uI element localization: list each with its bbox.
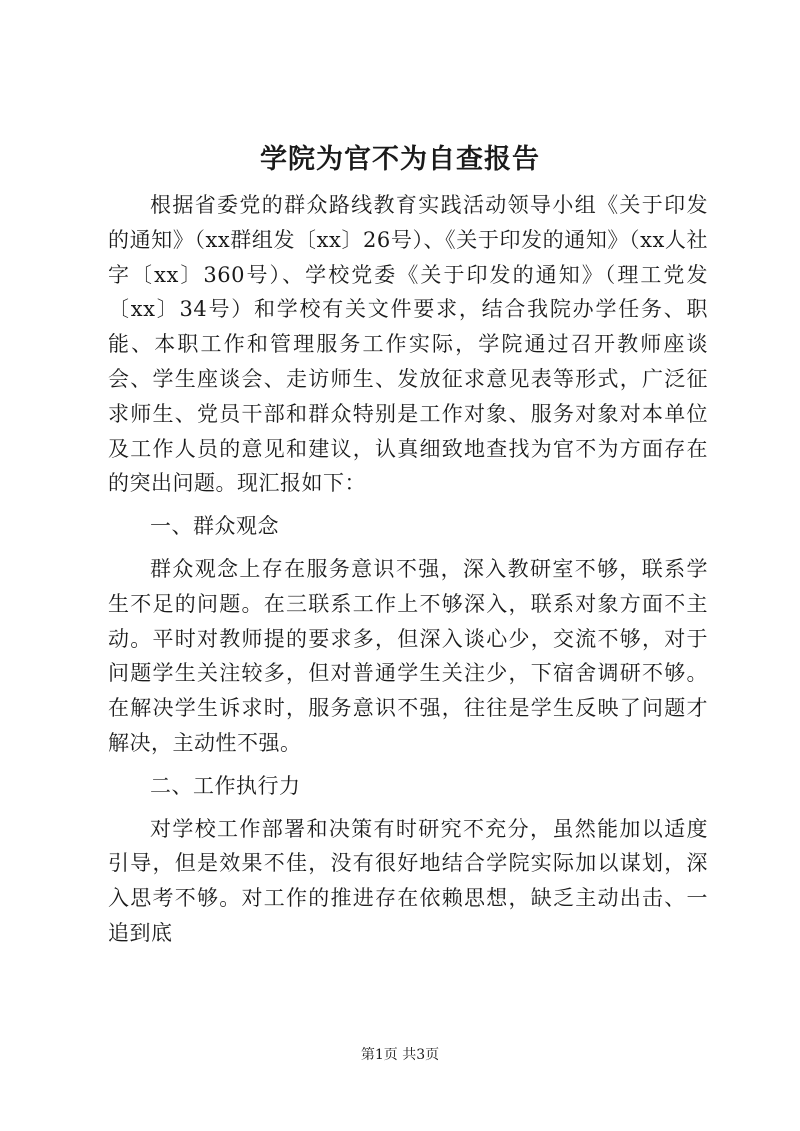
section-2-paragraph: 对学校工作部署和决策有时研究不充分，虽然能加以适度引导，但是效果不佳，没有很好地结合学院实际加以谋划，深入思考不够。对工作的推进存在依赖思想，缺乏主动出击、一追到底	[108, 816, 708, 945]
section-1-heading: 一、群众观念	[150, 514, 279, 539]
intro-paragraph: 根据省委党的群众路线教育实践活动领导小组《关于印发的通知》（xx群组发〔xx〕26号）、《关于印发的通知》（xx人社字〔xx〕360号）、学校党委《关于印发的通知》（理工党发〔xx〕34号）和学校有关文件要求，结合我院办学任务、职能、本职工作和管理服务工作实际，学院通过召开教师座谈会、学生座谈会、走访师生、发放征求意见表等形式，广泛征求师生、党员干部和群众特别是工作对象、服务对象对本单位及工作人员的意见和建议，认真细致地查找为官不为方面存在的突出问题。现汇报如下：	[108, 193, 708, 496]
section-1-paragraph: 群众观念上存在服务意识不强，深入教研室不够，联系学生不足的问题。在三联系工作上不够深入，联系对象方面不主动。平时对教师提的要求多，但深入谈心少，交流不够，对于问题学生关注较多，但对普通学生关注少，下宿舍调研不够。在解决学生诉求时，服务意识不强，往往是学生反映了问题才解决，主动性不强。	[108, 556, 708, 755]
page-footer: 第1页 共3页	[360, 1047, 440, 1063]
document-title: 学院为官不为自查报告	[260, 144, 540, 175]
document-body	[108, 188, 708, 951]
section-2-heading: 二、工作执行力	[150, 773, 301, 798]
